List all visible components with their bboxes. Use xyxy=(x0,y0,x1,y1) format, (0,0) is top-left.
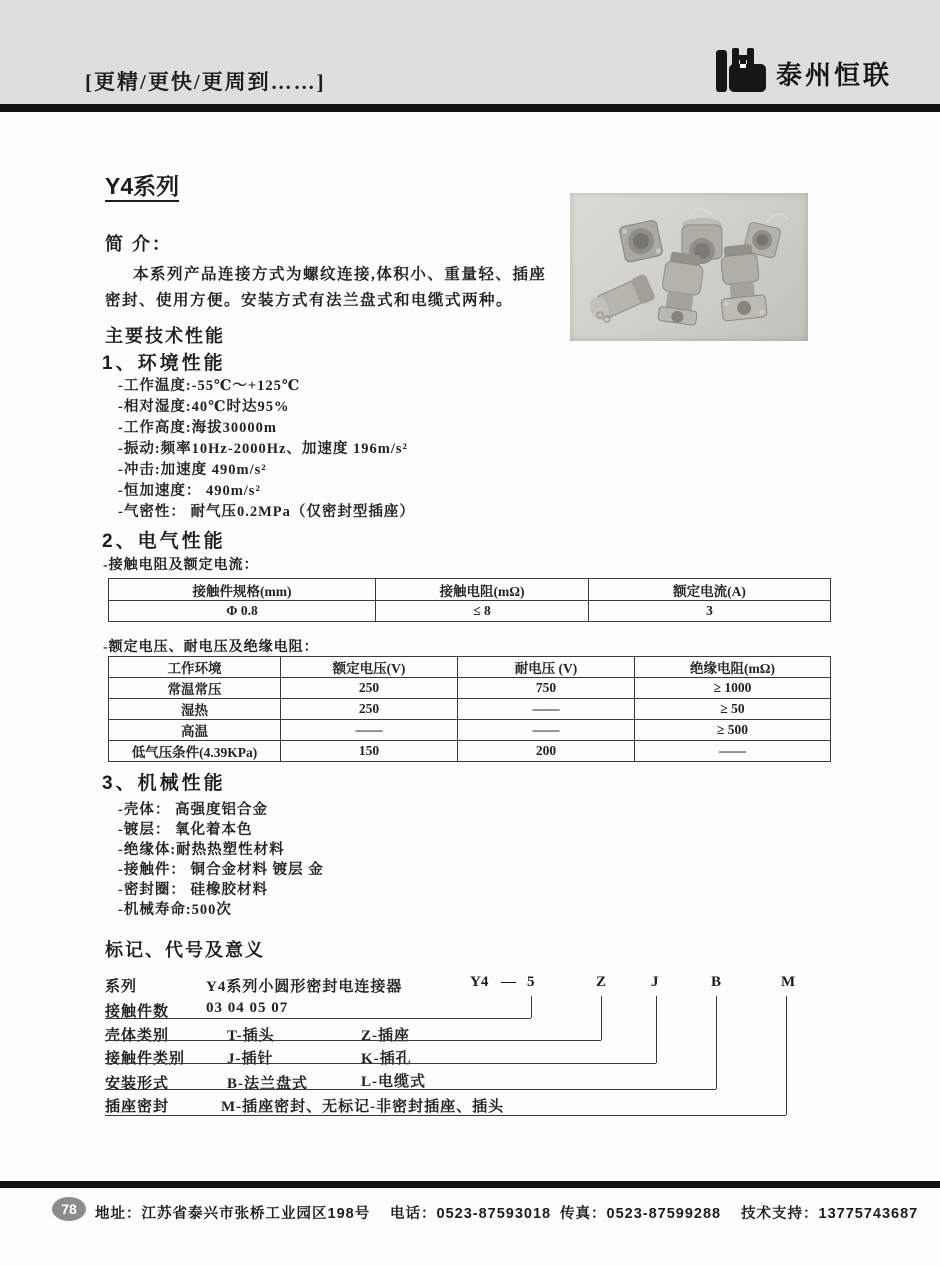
table2-cell: 250 xyxy=(281,699,458,720)
mech-items xyxy=(118,798,324,918)
tech-heading: 主要技术性能 xyxy=(105,326,225,346)
leader-line xyxy=(716,996,717,1089)
env-item: -相对湿度:40℃时达95% xyxy=(118,399,290,415)
table-row xyxy=(109,720,831,741)
connectors-illustration xyxy=(570,193,808,341)
marking-row-desc: M-插座密封、无标记-非密封插座、插头 xyxy=(221,1099,505,1115)
page-number-badge: 78 xyxy=(52,1197,86,1221)
env-item: -工作高度:海拔30000m xyxy=(118,420,277,436)
footer-support: 技术支持：13775743687 xyxy=(741,1206,919,1222)
footer-phone: 电话：0523-87593018 xyxy=(390,1206,552,1222)
table2-cell: 湿热 xyxy=(109,699,281,720)
leader-line xyxy=(531,996,532,1018)
marking-heading: 标记、代号及意义 xyxy=(105,940,265,960)
table2-cell: —— xyxy=(458,699,635,720)
table2-cell: ≥ 500 xyxy=(635,720,831,741)
table2-cell: —— xyxy=(635,741,831,762)
env-item: -工作温度:-55℃～+125℃ xyxy=(118,378,301,394)
table-row xyxy=(109,741,831,762)
leader-line xyxy=(105,1040,601,1041)
marking-row-label: 安装形式 xyxy=(105,1075,170,1092)
table2-header: 额定电压(V) xyxy=(281,657,458,678)
marking-row-label: 插座密封 xyxy=(105,1098,170,1115)
table2-header: 绝缘电阻(mΩ) xyxy=(635,657,831,678)
table-row xyxy=(109,601,831,622)
leader-line xyxy=(105,1089,716,1090)
intro-line-2: 密封、使用方便。安装方式有法兰盘式和电缆式两种。 xyxy=(105,292,514,309)
leader-line xyxy=(601,996,602,1040)
marking-row-desc: L-电缆式 xyxy=(361,1074,427,1090)
code-part-mounting: B xyxy=(711,974,722,990)
table2-cell: 低气压条件(4.39KPa) xyxy=(109,741,281,762)
page-title: Y4系列 xyxy=(105,168,179,201)
mech-item: -壳体： 高强度铝合金 xyxy=(118,802,268,818)
code-part-sealing: M xyxy=(781,974,796,990)
env-items xyxy=(118,374,415,521)
marking-row-desc: B-法兰盘式 xyxy=(227,1076,309,1092)
code-part-dash: — xyxy=(501,974,516,990)
marking-row-label: 接触件类别 xyxy=(105,1050,186,1067)
mech-item: -接触件： 铜合金材料 镀层 金 xyxy=(118,862,324,878)
mech-item: -密封圈： 硅橡胶材料 xyxy=(118,882,268,898)
table2-header: 耐电压 (V) xyxy=(458,657,635,678)
table-row xyxy=(109,699,831,720)
intro-line-1: 本系列产品连接方式为螺纹连接,体积小、重量轻、插座 xyxy=(133,266,547,283)
table1-cell: Φ 0.8 xyxy=(109,601,376,622)
env-item: -冲击:加速度 490m/s² xyxy=(118,462,267,478)
brand-logo xyxy=(716,48,892,99)
brand-name: 泰州恒联 xyxy=(775,60,892,90)
marking-row-desc: Y4系列小圆形密封电连接器 xyxy=(206,979,403,995)
table2-cell: —— xyxy=(281,720,458,741)
table2-cell: 250 xyxy=(281,678,458,699)
header-divider-bar xyxy=(0,104,940,112)
table1-cell: 3 xyxy=(589,601,831,622)
footer-divider-bar xyxy=(0,1181,940,1188)
table2-cell: —— xyxy=(458,720,635,741)
table1-header: 接触电阻(mΩ) xyxy=(376,579,589,601)
table2-caption: -额定电压、耐电压及绝缘电阻： xyxy=(103,640,319,655)
leader-line xyxy=(105,1063,656,1064)
intro-heading: 简 介： xyxy=(105,234,173,254)
marking-row-label: 接触件数 xyxy=(105,1003,170,1020)
table-row xyxy=(109,678,831,699)
env-heading: 1、环境性能 xyxy=(102,353,226,374)
marking-row-desc: J-插针 xyxy=(227,1051,274,1067)
code-part-contact-type: J xyxy=(651,974,659,990)
code-part-series: Y4 xyxy=(470,974,489,990)
marking-row-label: 系列 xyxy=(105,978,138,995)
table1-caption: -接触电阻及额定电流： xyxy=(103,558,259,573)
code-part-contacts: 5 xyxy=(527,974,535,990)
table2-cell: 200 xyxy=(458,741,635,762)
mech-item: -绝缘体:耐热热塑性材料 xyxy=(118,842,285,858)
elec-heading: 2、电气性能 xyxy=(102,531,226,552)
footer-fax: 传真：0523-87599288 xyxy=(560,1206,722,1222)
leader-line xyxy=(105,1115,786,1116)
mech-item: -镀层： 氧化着本色 xyxy=(118,822,253,838)
table2-cell: ≥ 50 xyxy=(635,699,831,720)
marking-row-desc: T-插头 xyxy=(227,1028,275,1044)
table2-cell: 高温 xyxy=(109,720,281,741)
table2-cell: ≥ 1000 xyxy=(635,678,831,699)
table1-cell: ≤ 8 xyxy=(376,601,589,622)
voltage-insulation-table xyxy=(108,656,831,762)
table1-header: 额定电流(A) xyxy=(589,579,831,601)
code-part-shell: Z xyxy=(596,974,607,990)
table2-cell: 150 xyxy=(281,741,458,762)
mech-item: -机械寿命:500次 xyxy=(118,902,232,918)
marking-row-desc: K-插孔 xyxy=(361,1051,412,1067)
marking-row-desc: Z-插座 xyxy=(361,1028,411,1044)
mech-heading: 3、机械性能 xyxy=(102,773,226,794)
env-item: -恒加速度： 490m/s² xyxy=(118,483,261,499)
table2-cell: 常温常压 xyxy=(109,678,281,699)
leader-line xyxy=(656,996,657,1063)
brand-logo-icon xyxy=(716,48,766,99)
contact-resistance-table xyxy=(108,578,831,622)
leader-line xyxy=(786,996,787,1115)
header-tagline: [更精/更快/更周到……] xyxy=(85,70,326,94)
marking-row-desc: 03 04 05 07 xyxy=(206,1000,289,1016)
env-item: -气密性： 耐气压0.2MPa（仅密封型插座） xyxy=(118,504,415,520)
leader-line xyxy=(105,1018,531,1019)
table2-cell: 750 xyxy=(458,678,635,699)
footer-address: 地址：江苏省泰兴市张桥工业园区198号 xyxy=(95,1206,371,1222)
marking-row-label: 壳体类别 xyxy=(105,1027,170,1044)
env-item: -振动:频率10Hz-2000Hz、加速度 196m/s² xyxy=(118,441,408,457)
product-photo xyxy=(570,193,808,341)
table1-header: 接触件规格(mm) xyxy=(109,579,376,601)
table2-header: 工作环境 xyxy=(109,657,281,678)
